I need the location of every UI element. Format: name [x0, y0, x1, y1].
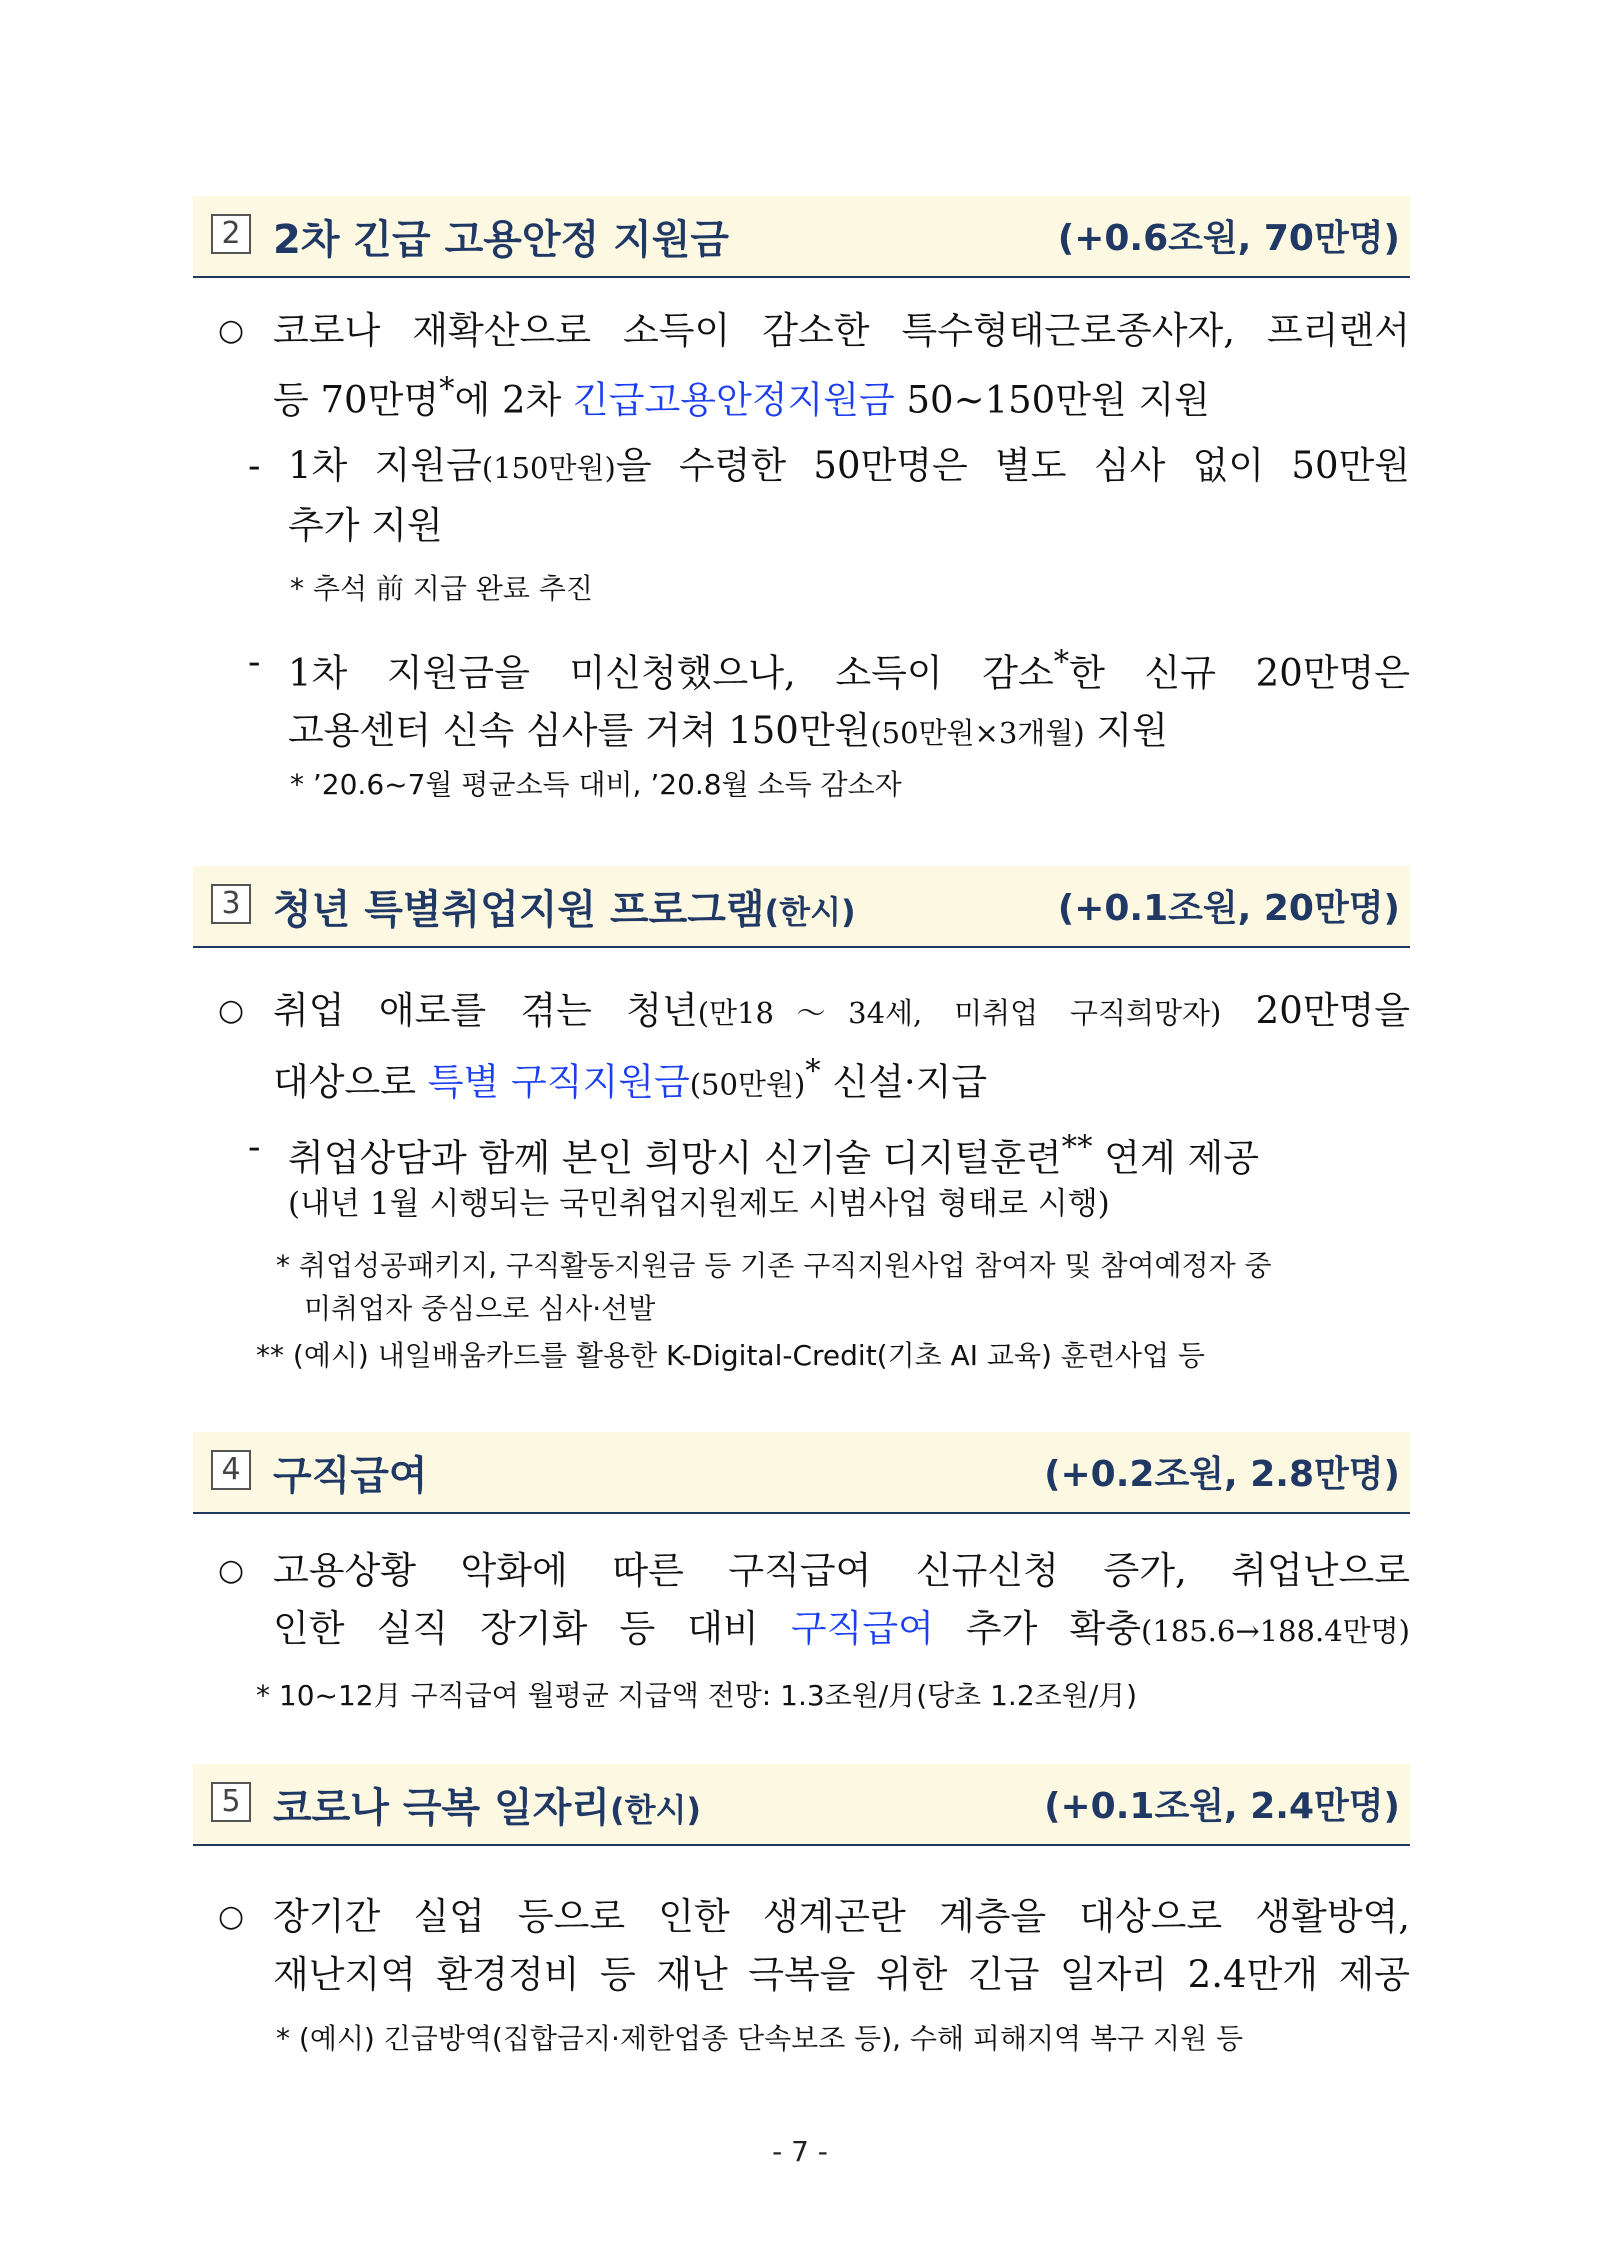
- small-text: (만18～34세, 미취업 구직희망자): [697, 996, 1222, 1030]
- dash-mark: -: [248, 640, 261, 683]
- bullet-line: [193, 982, 1410, 1042]
- sub-line: [193, 702, 1410, 762]
- sub-line: 추가 지원: [288, 504, 443, 547]
- sub-paren-line: (내년 1월 시행되는 국민취업지원제도 시범사업 형태로 시행): [288, 1186, 1110, 1222]
- text: 에 2차: [454, 378, 574, 422]
- text: 등 70만명: [273, 378, 440, 422]
- section-header: [193, 1432, 1410, 1514]
- section-3-bullet: [193, 982, 1410, 1113]
- sub-line: [193, 633, 1410, 702]
- section-budget: (+0.2조원, 2.8만명): [1044, 1454, 1400, 1495]
- text: 신설·지급: [820, 1060, 988, 1104]
- section-2-sub-1: [193, 437, 1410, 555]
- bullet-line: 코로나 재확산으로 소득이 감소한 특수형태근로종사자, 프리랜서: [273, 309, 1410, 352]
- text: 50~150만원 지원: [894, 378, 1210, 422]
- title-tag: (한시): [764, 893, 856, 931]
- bullet-line: 재난지역 환경정비 등 재난 극복을 위한 긴급 일자리 2.4만개 제공: [273, 1953, 1410, 1996]
- text: 1차 지원금을 미신청했으나, 소득이 감소: [288, 651, 1054, 695]
- text: 취업 애로를 겪는 청년: [273, 989, 698, 1032]
- section-title: 2차 긴급 고용안정 지원금: [273, 217, 730, 263]
- section-3: [193, 866, 1410, 948]
- section-number: 5: [211, 1782, 251, 1822]
- section-title: 구직급여: [273, 1453, 428, 1499]
- bullet-line: [193, 360, 1410, 429]
- text: 한 신규 20만명은: [1069, 651, 1410, 695]
- section-header: [193, 866, 1410, 948]
- bullet-mark: ○: [218, 1553, 245, 1588]
- highlight-text: 특별 구직지원금: [427, 1060, 690, 1104]
- section-header: [193, 196, 1410, 278]
- bullet-line: [193, 1600, 1410, 1660]
- bullet-mark: ○: [218, 993, 245, 1028]
- section-budget: (+0.1조원, 2.4만명): [1044, 1786, 1400, 1827]
- section-title: [273, 878, 856, 935]
- highlight-text: 긴급고용안정지원금: [573, 378, 895, 422]
- text: 대상으로: [273, 1060, 428, 1104]
- page-number: - 7 -: [772, 2135, 828, 2168]
- small-text: (185.6→188.4만명): [1141, 1614, 1410, 1648]
- section-3-sub-1: [193, 1118, 1410, 1187]
- sub-line: [193, 1118, 1410, 1187]
- section-4: [193, 1432, 1410, 1514]
- text: 취업상담과 함께 본인 희망시 신기술 디지털훈련: [288, 1136, 1062, 1180]
- footnote: * (예시) 긴급방역(집합금지·제한업종 단속보조 등), 수해 피해지역 복구 지원 등: [276, 2022, 1244, 2055]
- text: 인한 실직 장기화 등 대비: [273, 1607, 791, 1650]
- footnote: ** (예시) 내일배움카드를 활용한 K-Digital-Credit(기초 AI 교육) 훈련사업 등: [256, 1339, 1205, 1372]
- small-text: (50만원×3개월): [870, 716, 1085, 751]
- footnote: * 취업성공패키지, 구직활동지원금 등 기존 구직지원사업 참여자 및 참여예정자 중: [276, 1249, 1272, 1282]
- bullet-mark: ○: [218, 313, 245, 348]
- title-text: 코로나 극복 일자리: [273, 1785, 610, 1831]
- text: 연계 제공: [1092, 1136, 1259, 1180]
- section-5-bullet: [193, 1888, 1410, 2004]
- footnote: * 10~12月 구직급여 월평균 지급액 전망: 1.3조원/月(당초 1.2조원/月): [256, 1679, 1138, 1712]
- text: 1차 지원금: [288, 444, 482, 487]
- section-header: [193, 1764, 1410, 1846]
- section-2-bullet: [193, 302, 1410, 429]
- small-text: (150만원): [481, 451, 616, 485]
- sub-line: [193, 437, 1410, 497]
- text: 추가 확충: [933, 1607, 1141, 1650]
- bullet-line: [193, 1042, 1410, 1113]
- footnote: * ’20.6~7월 평균소득 대비, ’20.8월 소득 감소자: [290, 768, 902, 801]
- section-number: 3: [211, 884, 251, 924]
- footnote-mark: *: [805, 1053, 821, 1089]
- footnote-mark: *: [1053, 644, 1070, 680]
- section-5: [193, 1764, 1410, 1846]
- section-title: [273, 1776, 701, 1833]
- section-number: 2: [211, 214, 251, 254]
- section-4-bullet: [193, 1542, 1410, 1660]
- text: 지원: [1084, 709, 1168, 753]
- footnote-mark: *: [439, 371, 455, 407]
- dash-mark: -: [248, 1125, 261, 1168]
- footnote: 미취업자 중심으로 심사·선발: [304, 1292, 656, 1325]
- title-tag: (한시): [609, 1791, 702, 1829]
- section-budget: (+0.1조원, 20만명): [1057, 888, 1400, 929]
- bullet-mark: ○: [218, 1899, 245, 1934]
- text: 20만명을: [1221, 989, 1410, 1032]
- section-number: 4: [211, 1450, 251, 1490]
- bullet-line: 고용상황 악화에 따른 구직급여 신규신청 증가, 취업난으로: [273, 1549, 1410, 1592]
- highlight-text: 구직급여: [790, 1607, 934, 1650]
- footnote-mark: **: [1061, 1129, 1093, 1165]
- text: 고용센터 신속 심사를 거쳐 150만원: [288, 709, 871, 753]
- text: 을 수령한 50만명은 별도 심사 없이 50만원: [615, 444, 1410, 487]
- footnote: * 추석 前 지급 완료 추진: [290, 572, 593, 605]
- title-text: 청년 특별취업지원 프로그램: [273, 887, 765, 933]
- section-2: [193, 196, 1410, 278]
- dash-mark: -: [248, 444, 261, 487]
- section-budget: (+0.6조원, 70만명): [1057, 218, 1400, 259]
- bullet-line: 장기간 실업 등으로 인한 생계곤란 계층을 대상으로 생활방역,: [273, 1895, 1410, 1938]
- small-text: (50만원): [689, 1067, 806, 1102]
- section-2-sub-2: [193, 633, 1410, 762]
